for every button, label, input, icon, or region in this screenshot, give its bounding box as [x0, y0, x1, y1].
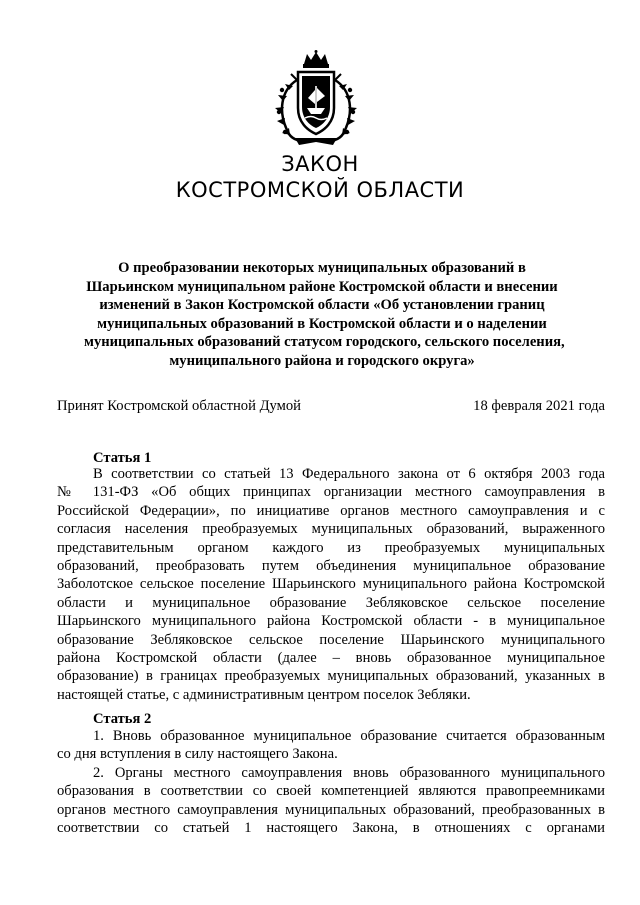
document-title: ЗАКОН — [281, 152, 359, 176]
text-line: Шарьинского муниципального района Костромской области - в муниципальное — [57, 613, 605, 630]
text-line: № 131-ФЗ «Об общих принципах организации местного самоуправления в — [57, 484, 605, 501]
subject-line: Шарьинском муниципальном районе Костромской области и внесении — [86, 278, 558, 295]
text-line: района Костромской области (далее – вновь образованное муниципальное — [57, 650, 605, 667]
text-line: области и муниципальное образование Зебляковское сельское поселение — [57, 594, 605, 611]
text-line: Российской Федерации», по инициативе органов местного самоуправления и с — [57, 502, 605, 519]
document-title-region: КОСТРОМСКОЙ ОБЛАСТИ — [175, 178, 465, 202]
text-line: согласия населения преобразуемых муниципальных образований, выраженного — [57, 521, 605, 538]
subject-line: муниципальных образований статусом городского, сельского поселения, — [84, 334, 565, 350]
subject-line: муниципального района и городского округа» — [169, 352, 475, 369]
law-subject-heading — [84, 259, 565, 370]
subject-line: О преобразовании некоторых муниципальных образований в — [118, 260, 526, 276]
text-line: представительным органом каждого из преобразуемых муниципальных — [57, 539, 605, 556]
article-2-text — [57, 727, 605, 837]
adopting-body: Принят Костромской областной Думой — [57, 398, 301, 414]
text-line: настоящей статье, с административным центром поселок Зебляки. — [57, 686, 471, 703]
text-line: 1. Вновь образованное муниципальное образование считается образованным — [93, 728, 605, 744]
text-line: органов местного самоуправления муниципальных образований, преобразованных в — [57, 801, 605, 818]
article-2-title: Статья 2 — [93, 711, 152, 727]
text-line: Заболотское сельское поселение Шарьинского муниципального района Костромской — [57, 576, 605, 593]
text-line: В соответствии со статьей 13 Федерального закона от 6 октября 2003 года — [93, 466, 605, 482]
article-1-text — [57, 465, 605, 704]
subject-line: муниципальных образований в Костромской области и о наделении — [97, 315, 547, 332]
adoption-line — [57, 398, 605, 415]
text-line: соответствии со статьей 1 настоящего Закона, в отношениях с органами — [57, 820, 605, 837]
adoption-date: 18 февраля 2021 года — [473, 398, 605, 414]
text-line: 2. Органы местного самоуправления вновь образованного муниципального — [93, 764, 605, 781]
text-line: со дня вступления в силу настоящего Закона. — [57, 746, 338, 763]
text-line: образований, преобразовать путем объединения муниципальное образование — [57, 558, 605, 575]
text-line: образование Зебляковское сельское поселение Шарьинского муниципального — [57, 631, 605, 648]
text-line: образование) в границах преобразуемых муниципальных образований, указанных в — [57, 668, 605, 685]
subject-line: изменений в Закон Костромской области «Об установлении границ — [99, 297, 545, 313]
text-line: образования в соответствии со своей компетенцией являются правопреемниками — [57, 783, 605, 800]
coat-of-arms-emblem — [271, 50, 361, 148]
article-1-title: Статья 1 — [93, 450, 152, 466]
